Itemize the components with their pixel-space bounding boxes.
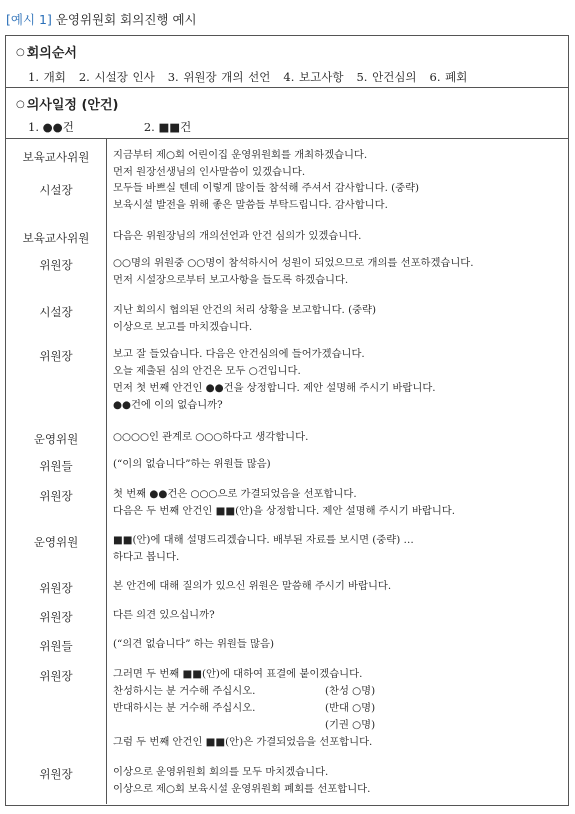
speech-text [113,532,565,566]
agenda-item: 2. ■■건 [143,120,192,134]
vote-count: (반대 ○명) [325,702,376,714]
speech-line: 그럼 두 번째 안건인 ■■(안)은 가결되었음을 선포합니다. [113,736,373,748]
speech-line: 이상으로 제○회 보육시설 운영위원회 폐회를 선포합니다. [113,783,371,795]
order-item: 1. 개회 [28,70,66,84]
speech-line: 본 안건에 대해 질의가 있으신 위원은 말씀해 주시기 바랍니다. [113,580,392,592]
speech-text [113,302,565,336]
speech-line [113,717,565,734]
speaker-label: 위원장 [39,610,73,624]
agenda-section [6,88,568,139]
column-divider [106,139,107,804]
speech-line: 오늘 제출된 심의 안건은 모두 ○건입니다. [113,365,301,377]
speaker-label: 위원장 [39,489,73,503]
speech-text [113,636,565,653]
speech-text [113,255,565,289]
meeting-order-heading: 회의순서 [26,46,77,61]
speaker-label: 보육교사위원 [22,150,90,164]
example-tag: [예시 1] [6,12,52,27]
speaker-label: 시설장 [39,183,73,197]
speaker-label: 보육교사위원 [22,231,90,245]
speech-text [113,228,565,245]
agenda-item: 1. ●●건 [28,120,74,134]
vote-prompt: 찬성하시는 분 거수해 주십시오. [113,685,256,697]
speaker-label: 위원장 [39,767,73,781]
order-item: 2. 시설장 인사 [78,70,155,84]
speech-line: 다음은 두 번째 안건인 ■■(안)을 상정합니다. 제안 설명해 주시기 바랍니다. [113,505,456,517]
speech-line: 하다고 봅니다. [113,551,180,563]
speech-line: ■■(안)에 대해 설명드리겠습니다. 배부된 자료를 보시면 (중략) … [113,534,414,546]
speech-text [113,147,565,181]
vote-count: (찬성 ○명) [325,685,376,697]
speech-line: 먼저 첫 번째 안건인 ●●건을 상정합니다. 제안 설명해 주시기 바랍니다. [113,382,436,394]
speech-line: 다른 의견 있으십니까? [113,609,215,621]
meeting-order-list [6,61,568,85]
example-title [6,10,197,28]
speaker-label: 시설장 [39,305,73,319]
speech-text [113,456,565,473]
speech-line: 지금부터 제○회 어린이집 운영위원회를 개최하겠습니다. [113,149,368,161]
speech-line: (“이의 없습니다”하는 위원들 많음) [113,458,271,470]
speech-line: 이상으로 보고를 마치겠습니다. [113,321,253,333]
vote-count: (기권 ○명) [325,719,376,731]
speaker-label: 위원장 [39,258,73,272]
order-item: 4. 보고사항 [283,70,344,84]
speaker-label: 위원들 [39,639,73,653]
speaker-label: 위원들 [39,459,73,473]
speaker-label: 운영위원 [33,432,79,446]
speaker-label: 위원장 [39,349,73,363]
example-title-text: 운영위원회 회의진행 예시 [55,12,197,27]
speaker-label: 위원장 [39,581,73,595]
speaker-label: 운영위원 [33,535,79,549]
speech-line: 첫 번째 ●●건은 ○○○으로 가결되었음을 선포합니다. [113,488,357,500]
speech-text [113,578,565,595]
speech-text [113,486,565,520]
document-frame [5,35,569,806]
speech-line: 먼저 시설장으로부터 보고사항을 들도록 하겠습니다. [113,274,349,286]
circle-bullet-icon: ○ [16,99,25,110]
speech-line: 보고 잘 들었습니다. 다음은 안건심의에 들어가겠습니다. [113,348,365,360]
speech-text [113,764,565,798]
meeting-order-section [6,36,568,88]
speaker-label: 위원장 [39,669,73,683]
order-item: 3. 위원장 개의 선언 [167,70,271,84]
speech-line: 보육시설 발전을 위해 좋은 말씀들 부탁드립니다. 감사합니다. [113,199,388,211]
speech-text [113,607,565,624]
circle-bullet-icon: ○ [16,47,25,58]
speech-line: ○○○○인 관계로 ○○○하다고 생각합니다. [113,431,309,443]
speech-text [113,180,565,214]
speech-line: 지난 회의시 협의된 안건의 처리 상황을 보고합니다. (중략) [113,304,376,316]
speech-line: 먼저 원장선생님의 인사말씀이 있겠습니다. [113,166,306,178]
speech-line: (“의견 없습니다” 하는 위원들 많음) [113,638,274,650]
speech-line: ○○명의 위원중 ○○명이 참석하시어 성원이 되었으므로 개의를 선포하겠습니다. [113,257,474,269]
order-item: 5. 안건심의 [356,70,417,84]
vote-prompt: 반대하시는 분 거수해 주십시오. [113,702,256,714]
speech-line: ●●건에 이의 없습니까? [113,399,223,411]
speech-line [113,700,565,717]
speech-line: 모두들 바쁘실 텐데 이렇게 많이들 참석해 주셔서 감사합니다. (중략) [113,182,420,194]
order-item: 6. 폐회 [429,70,468,84]
speech-line: 그러면 두 번째 ■■(안)에 대하여 표결에 붙이겠습니다. [113,668,363,680]
agenda-list [6,113,568,135]
speech-text [113,666,565,751]
speech-line: 다음은 위원장님의 개의선언과 안건 심의가 있겠습니다. [113,230,362,242]
speech-line: 이상으로 운영위원회 회의를 모두 마치겠습니다. [113,766,329,778]
dialogue-table [6,139,568,804]
speech-line [113,683,565,700]
agenda-heading: 의사일정 (안건) [26,98,119,113]
speech-text [113,429,565,446]
speech-text [113,346,565,414]
